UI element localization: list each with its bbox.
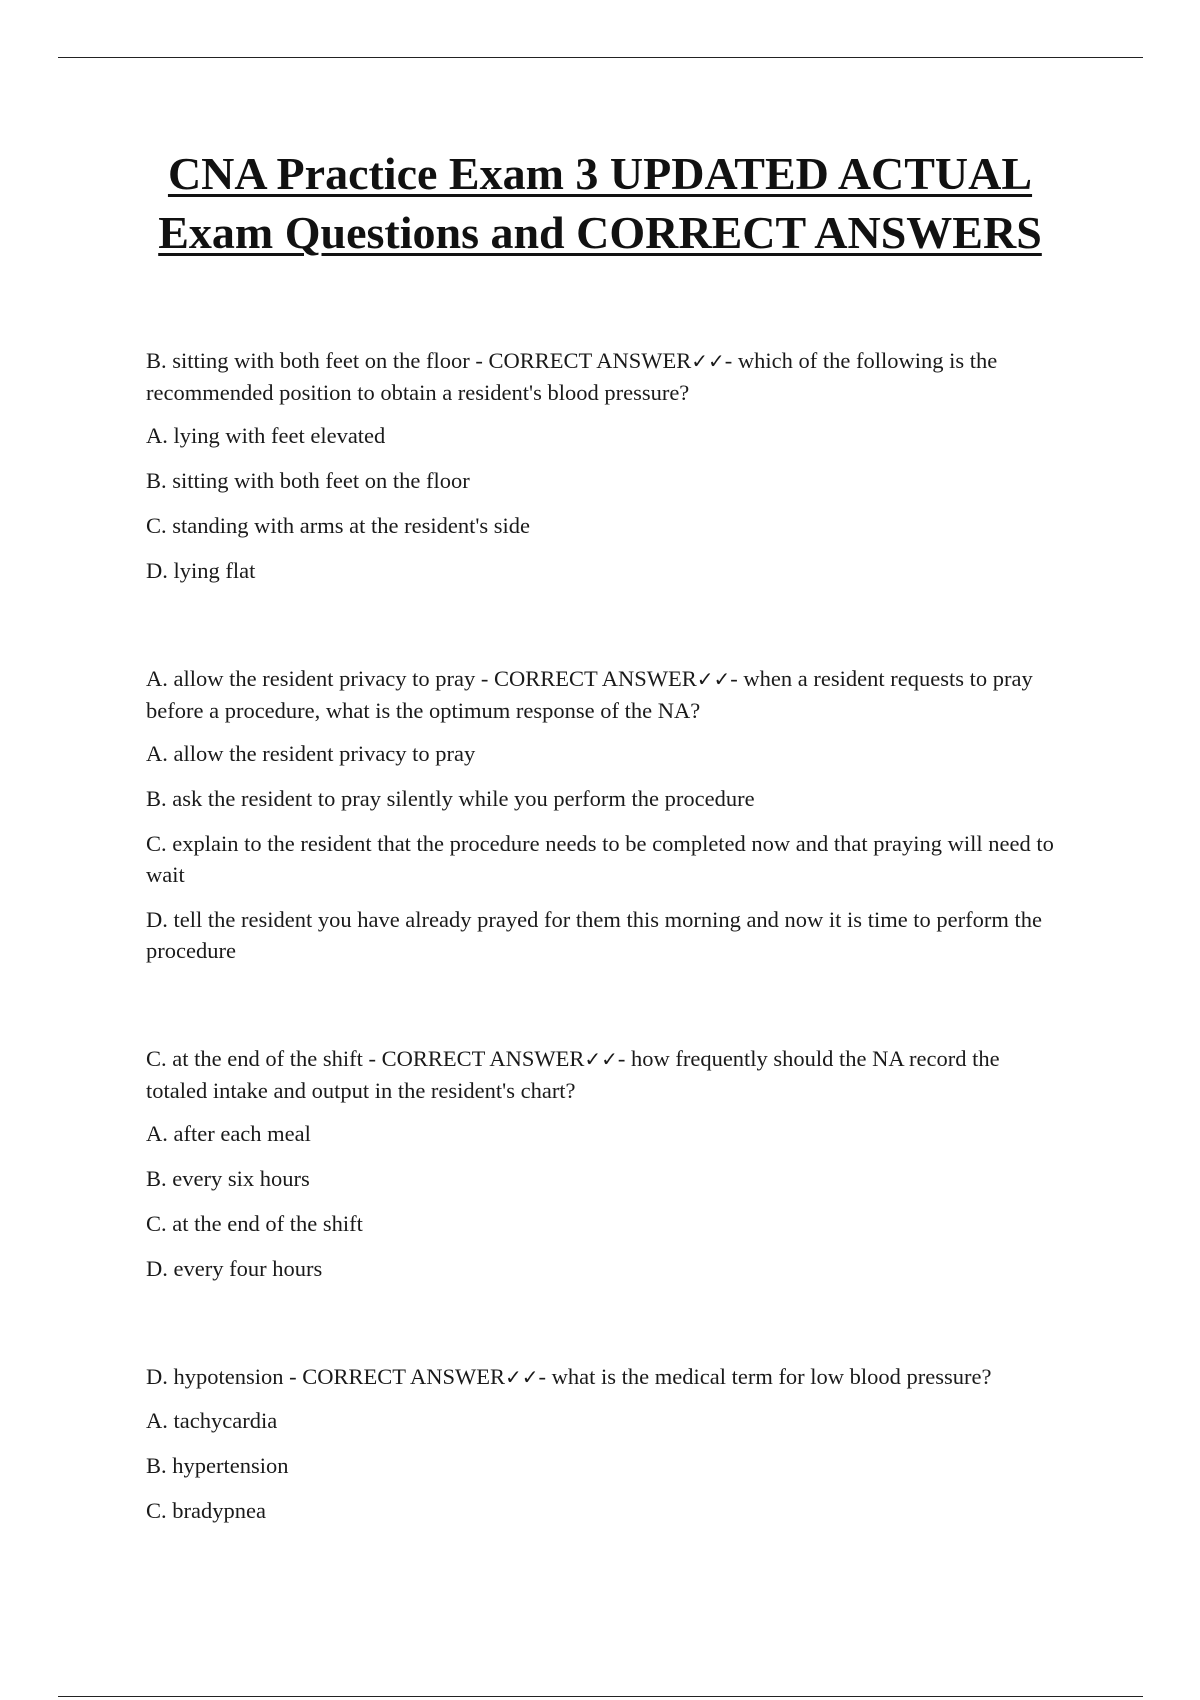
answer-option: B. sitting with both feet on the floor: [146, 468, 470, 493]
question-stem: D. hypotension - CORRECT ANSWER✓✓- what is the medical term for low blood pressure?: [146, 1364, 992, 1389]
answer-option: B. ask the resident to pray silently while you perform the procedure: [146, 786, 755, 811]
correct-answer-marker: CORRECT ANSWER: [302, 1364, 505, 1389]
document-title-text: CNA Practice Exam 3 UPDATED ACTUAL Exam Questions and CORRECT ANSWERS: [158, 148, 1042, 258]
question-prompt: how frequently should the NA record the totaled intake and output in the resident's chart?: [146, 1046, 1000, 1103]
question-prompt: when a resident requests to pray before a procedure, what is the optimum response of the NA?: [146, 666, 1033, 723]
question-stem: C. at the end of the shift - CORRECT ANSWER✓✓- how frequently should the NA record the totaled intake and output in the resident's chart?: [146, 1046, 1000, 1103]
answer-option: C. at the end of the shift: [146, 1211, 363, 1236]
correct-answer-text: B. sitting with both feet on the floor: [146, 348, 470, 373]
question-block: [146, 1361, 1061, 1526]
answer-option: D. tell the resident you have already prayed for them this morning and now it is time to perform the procedure: [146, 907, 1043, 963]
correct-answer-text: C. at the end of the shift: [146, 1046, 363, 1071]
question-prompt: which of the following is the recommended position to obtain a resident's blood pressure?: [146, 348, 998, 405]
question-prompt: what is the medical term for low blood pressure?: [551, 1364, 992, 1389]
correct-answer-text: D. hypotension: [146, 1364, 284, 1389]
correct-answer-marker: CORRECT ANSWER: [488, 348, 692, 373]
question-block: [146, 345, 1061, 586]
answer-option: A. tachycardia: [146, 1408, 278, 1433]
answer-option: D. every four hours: [146, 1256, 323, 1281]
correct-answer-marker: CORRECT ANSWER: [381, 1046, 585, 1071]
double-check-icon: ✓✓: [584, 1047, 618, 1071]
question-block: [146, 1043, 1061, 1284]
document-title: [120, 144, 1080, 262]
question-stem: A. allow the resident privacy to pray - CORRECT ANSWER✓✓- when a resident requests to pray before a procedure, what is the optimum response of the NA?: [146, 666, 1033, 723]
answer-option: B. every six hours: [146, 1166, 310, 1191]
correct-answer-text: A. allow the resident privacy to pray: [146, 666, 476, 691]
answer-option: D. lying flat: [146, 558, 256, 583]
top-rule: [58, 57, 1143, 58]
answer-option: A. lying with feet elevated: [146, 423, 386, 448]
answer-option: A. after each meal: [146, 1121, 311, 1146]
answer-option: C. explain to the resident that the procedure needs to be completed now and that praying will need to wait: [146, 831, 1054, 887]
answer-option: B. hypertension: [146, 1453, 289, 1478]
correct-answer-marker: CORRECT ANSWER: [494, 666, 697, 691]
question-stem: B. sitting with both feet on the floor - CORRECT ANSWER✓✓- which of the following is the recommended position to obtain a resident's blood pressure?: [146, 348, 998, 405]
double-check-icon: ✓✓: [691, 349, 725, 373]
question-list: [146, 345, 1061, 1540]
question-block: [146, 663, 1061, 966]
bottom-rule: [58, 1696, 1143, 1697]
double-check-icon: ✓✓: [696, 667, 731, 691]
answer-option: A. allow the resident privacy to pray: [146, 741, 476, 766]
answer-option: C. standing with arms at the resident's side: [146, 513, 530, 538]
double-check-icon: ✓✓: [505, 1365, 539, 1389]
answer-option: C. bradypnea: [146, 1498, 266, 1523]
